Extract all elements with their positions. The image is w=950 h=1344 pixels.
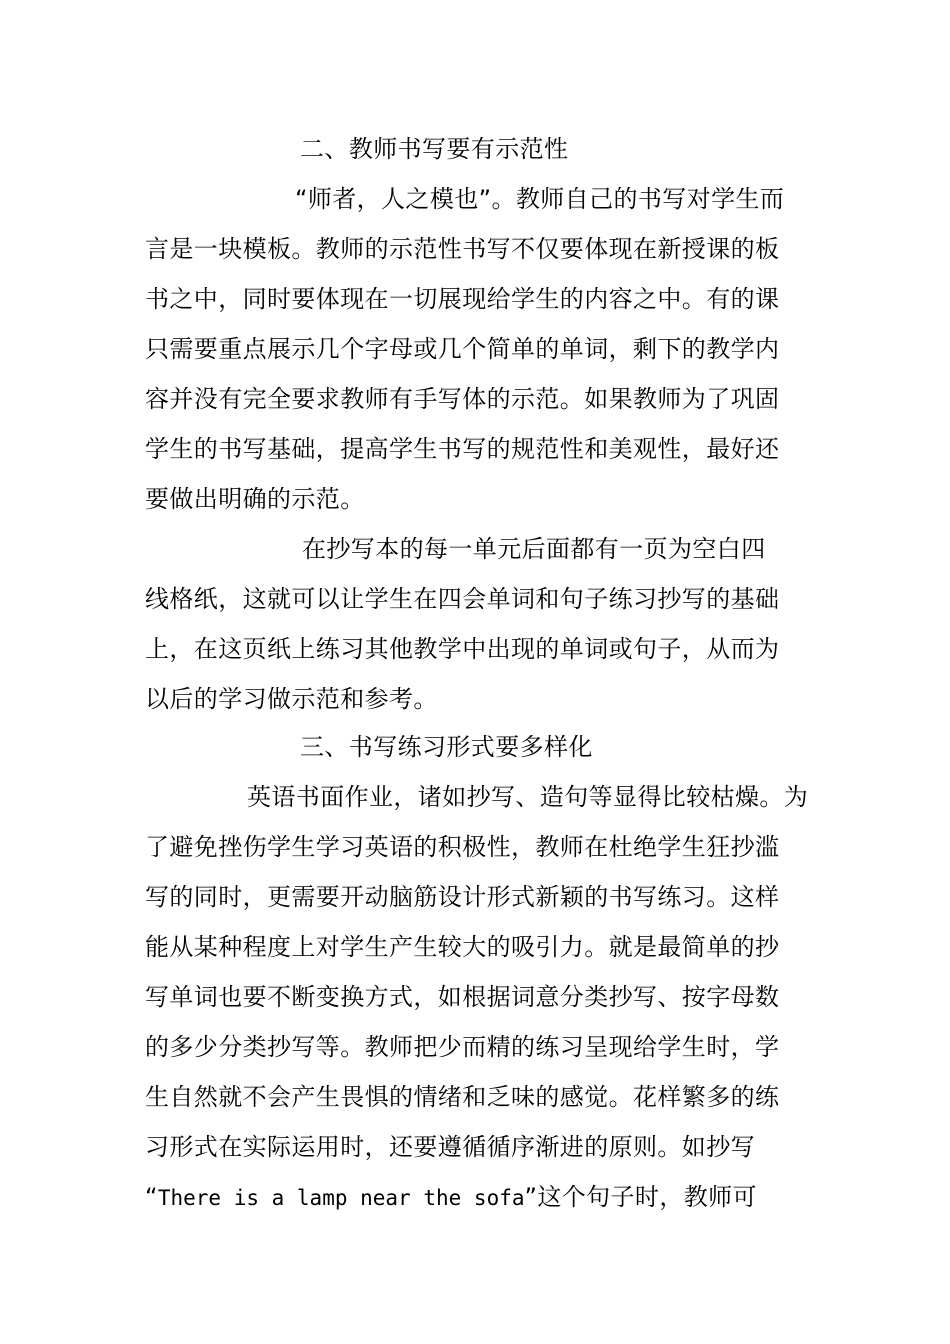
paragraph-line: 线格纸，这就可以让学生在四会单词和句子练习抄写的基础 [145, 585, 780, 613]
open-quote: “ [145, 1183, 158, 1211]
paragraph-line: 的多少分类抄写等。教师把少而精的练习呈现给学生时，学 [145, 1033, 780, 1061]
english-sentence: There is a lamp near the sofa [157, 1186, 525, 1210]
paragraph-line: “师者，人之模也”。教师自己的书写对学生而 [295, 185, 785, 213]
paragraph-line-mixed [145, 1172, 810, 1222]
close-quote-text: ”这个句子时，教师可 [524, 1183, 757, 1211]
paragraph-line: 上，在这页纸上练习其他教学中出现的单词或句子，从而为 [145, 635, 780, 663]
paragraph-line: 要做出明确的示范。 [145, 485, 365, 513]
paragraph-line: 只需要重点展示几个字母或几个简单的单词，剩下的教学内 [145, 335, 780, 363]
paragraph-line: 能从某种程度上对学生产生较大的吸引力。就是最简单的抄 [145, 933, 780, 961]
paragraph-line: 在抄写本的每一单元后面都有一页为空白四 [302, 535, 766, 563]
paragraph-line: 以后的学习做示范和参考。 [145, 685, 438, 713]
paragraph-line: 了避免挫伤学生学习英语的积极性，教师在杜绝学生狂抄滥 [145, 833, 780, 861]
paragraph-line: 言是一块模板。教师的示范性书写不仅要体现在新授课的板 [145, 235, 780, 263]
heading-two: 二、教师书写要有示范性 [300, 135, 569, 163]
heading-three: 三、书写练习形式要多样化 [300, 733, 593, 761]
paragraph-line: 学生的书写基础，提高学生书写的规范性和美观性，最好还 [145, 435, 780, 463]
paragraph-line: 英语书面作业，诸如抄写、造句等显得比较枯燥。为 [247, 783, 809, 811]
paragraph-line: 习形式在实际运用时，还要遵循循序渐进的原则。如抄写 [145, 1133, 755, 1161]
paragraph-line: 写的同时，更需要开动脑筋设计形式新颖的书写练习。这样 [145, 883, 780, 911]
paragraph-line: 容并没有完全要求教师有手写体的示范。如果教师为了巩固 [145, 385, 780, 413]
paragraph-line: 生自然就不会产生畏惧的情绪和乏味的感觉。花样繁多的练 [145, 1083, 780, 1111]
paragraph-line: 书之中，同时要体现在一切展现给学生的内容之中。有的课 [145, 285, 780, 313]
paragraph-line: 写单词也要不断变换方式，如根据词意分类抄写、按字母数 [145, 983, 780, 1011]
